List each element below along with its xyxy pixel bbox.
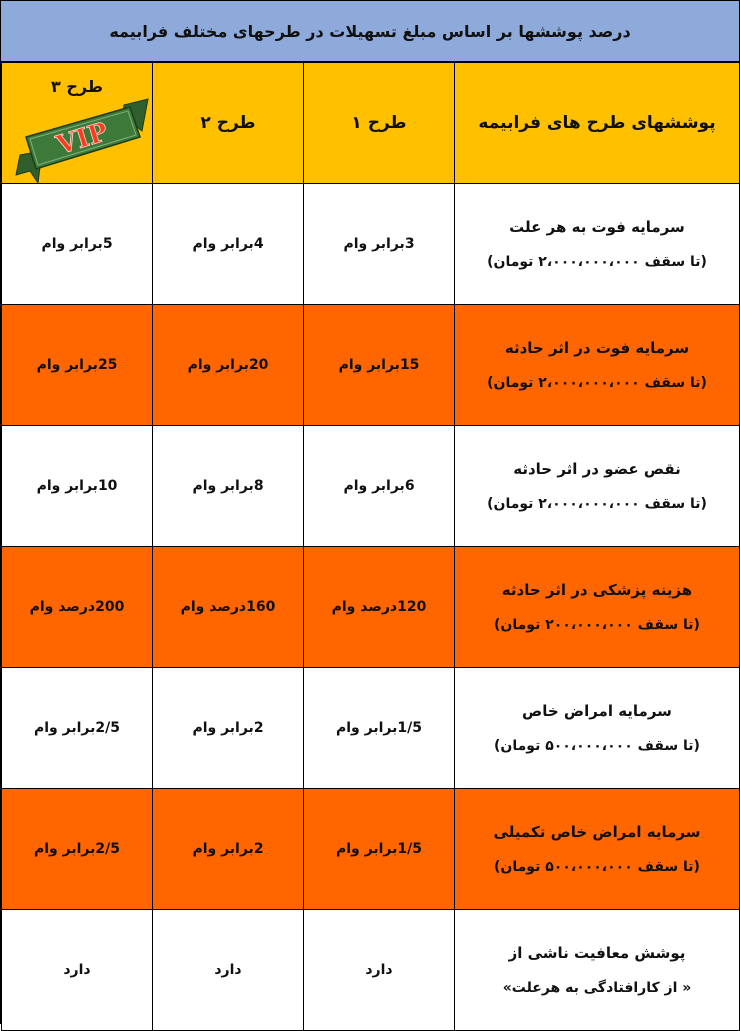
coverage-name: نقص عضو در اثر حادثه: [513, 460, 681, 478]
coverage-name: سرمایه امراض خاص تکمیلی: [493, 823, 701, 841]
plan-1-value: دارد: [304, 910, 455, 1031]
coverage-cap: (تا سقف ۲۰۰،۰۰۰،۰۰۰ تومان): [494, 617, 700, 633]
plan-3-value: 2/5برابر وام: [2, 789, 153, 910]
coverage-cap: (تا سقف ۲،۰۰۰،۰۰۰،۰۰۰ تومان): [487, 254, 707, 270]
plan-2-value: 4برابر وام: [153, 184, 304, 305]
header-coverage: پوششهای طرح های فرابیمه: [455, 63, 740, 184]
coverage-table: [1, 62, 740, 1031]
table-row: [2, 305, 740, 426]
plan-3-value: 200درصد وام: [2, 547, 153, 668]
vip-text: VIP: [53, 117, 112, 162]
plan-1-value: 15برابر وام: [304, 305, 455, 426]
plan-3-value: دارد: [2, 910, 153, 1031]
coverage-cap: « از کارافتادگی به هرعلت»: [502, 980, 692, 996]
vip-ribbon-icon: [12, 93, 152, 183]
plan-1-value: 1/5برابر وام: [304, 668, 455, 789]
table-row: [2, 184, 740, 305]
plan-2-value: 160درصد وام: [153, 547, 304, 668]
table-row: [2, 789, 740, 910]
coverage-name-cell: [455, 305, 740, 426]
header-plan-2: طرح ۲: [153, 63, 304, 184]
plan-3-label: طرح ۳: [51, 77, 103, 96]
coverage-name-cell: [455, 789, 740, 910]
plan-1-value: 6برابر وام: [304, 426, 455, 547]
table-title: درصد پوششها بر اساس مبلغ تسهیلات در طرحهای مختلف فرابیمه: [1, 1, 739, 62]
plan-2-value: 8برابر وام: [153, 426, 304, 547]
table-row: [2, 910, 740, 1031]
coverage-name: هزینه پزشکی در اثر حادثه: [501, 581, 693, 599]
header-row: [2, 63, 740, 184]
plan-2-value: 2برابر وام: [153, 668, 304, 789]
plan-2-value: دارد: [153, 910, 304, 1031]
plan-3-value: 2/5برابر وام: [2, 668, 153, 789]
coverage-name-cell: [455, 910, 740, 1031]
plan-3-value: 5برابر وام: [2, 184, 153, 305]
coverage-name-cell: [455, 547, 740, 668]
coverage-cap: (تا سقف ۵۰۰،۰۰۰،۰۰۰ تومان): [494, 859, 700, 875]
table-row: [2, 668, 740, 789]
header-plan-1: طرح ۱: [304, 63, 455, 184]
plan-3-value: 25برابر وام: [2, 305, 153, 426]
coverage-name: پوشش معافیت ناشی از: [508, 944, 686, 962]
coverage-cap: (تا سقف ۲،۰۰۰،۰۰۰،۰۰۰ تومان): [487, 496, 707, 512]
coverage-name: سرمایه امراض خاص: [522, 702, 672, 720]
coverage-name-cell: [455, 184, 740, 305]
coverage-name-cell: [455, 668, 740, 789]
table-row: [2, 426, 740, 547]
coverage-name: سرمایه فوت در اثر حادثه: [504, 339, 690, 357]
plan-1-value: 1/5برابر وام: [304, 789, 455, 910]
plan-3-value: 10برابر وام: [2, 426, 153, 547]
coverage-name: سرمایه فوت به هر علت: [509, 218, 685, 236]
coverage-cap: (تا سقف ۲،۰۰۰،۰۰۰،۰۰۰ تومان): [487, 375, 707, 391]
table-row: [2, 547, 740, 668]
plan-1-value: 3برابر وام: [304, 184, 455, 305]
header-plan-3: [2, 63, 153, 184]
plan-2-value: 2برابر وام: [153, 789, 304, 910]
plan-1-value: 120درصد وام: [304, 547, 455, 668]
plan-2-value: 20برابر وام: [153, 305, 304, 426]
coverage-name-cell: [455, 426, 740, 547]
coverage-cap: (تا سقف ۵۰۰،۰۰۰،۰۰۰ تومان): [494, 738, 700, 754]
